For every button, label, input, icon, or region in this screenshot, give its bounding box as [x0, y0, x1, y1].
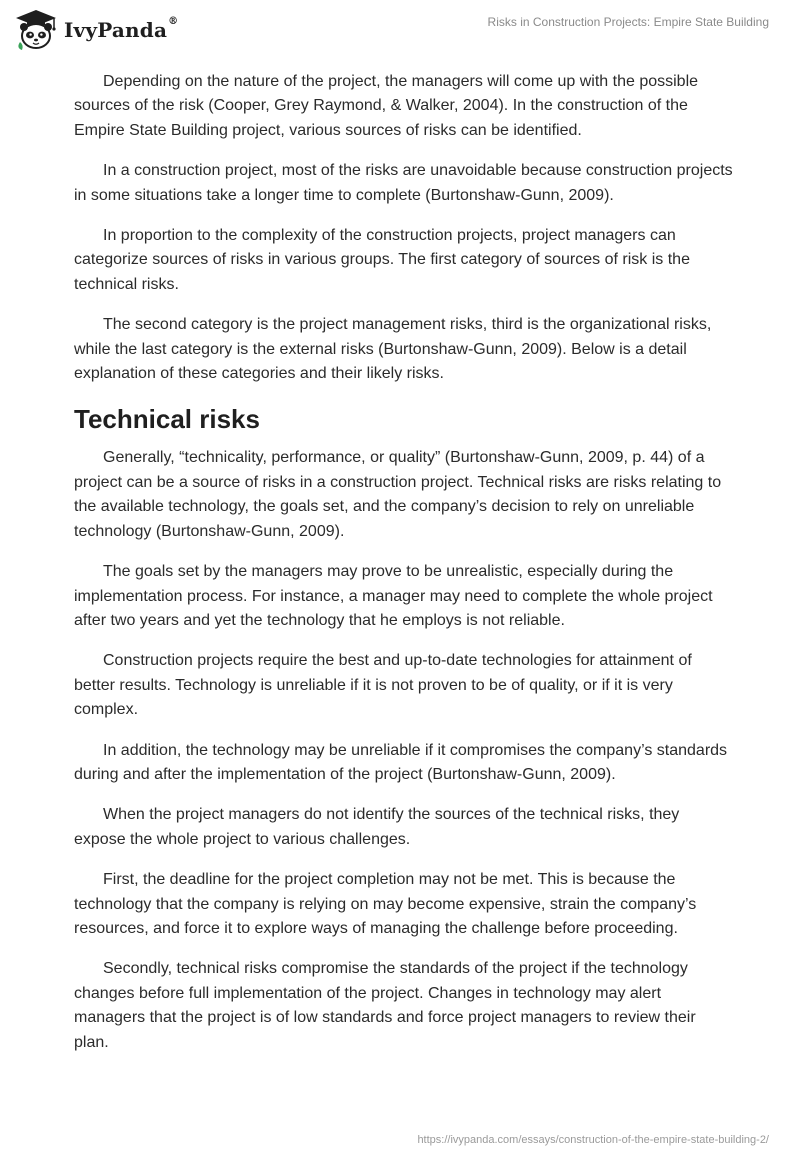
brand-name: IvyPanda®	[64, 16, 179, 42]
paragraph: The second category is the project management risks, third is the organizational risks, while the last category is the external risks (Burtonshaw-Gunn, 2009). Below is a detail explanation of these categories and their likely risks.	[74, 316, 712, 383]
brand-logo[interactable]	[14, 8, 178, 52]
paragraph: In addition, the technology may be unreliable if it compromises the company’s standards during and after the implementation of the project (Burtonshaw-Gunn, 2009).	[74, 741, 728, 783]
source-url[interactable]: https://ivypanda.com/essays/construction-of-the-empire-state-building-2/	[417, 1134, 769, 1146]
paragraph: First, the deadline for the project completion may not be met. This is because the technology that the company is relying on may become expensive, strain the company’s resources, and force it to explore ways of managing the challenge before proceeding.	[74, 871, 697, 937]
section-heading: Technical risks	[74, 404, 260, 435]
page-header	[0, 0, 800, 64]
paragraph: The goals set by the managers may prove to be unrealistic, especially during the implementation process. For instance, a manager may need to complete the whole project after two years and yet the technology that he employs is not reliable.	[74, 563, 713, 629]
paragraph: Secondly, technical risks compromise the standards of the project if the technology changes before full implementation of the project. Changes in technology may alert managers that the project is of low standards and force project managers to review their plan.	[74, 960, 696, 1051]
registered-mark: ®	[168, 16, 179, 27]
paragraph: Generally, “technicality, performance, or quality” (Burtonshaw-Gunn, 2009, p. 44) of a project can be a source of risks in a construction project. Technical risks are risks relating to the available technology, the goals set, and the company’s decision to rely on unreliable technology (Burtonshaw-Gunn, 2009).	[74, 449, 722, 540]
running-title: Risks in Construction Projects: Empire State Building	[487, 15, 769, 29]
article-body	[74, 70, 734, 1071]
paragraph: Construction projects require the best and up-to-date technologies for attainment of better results. Technology is unreliable if it is not proven to be of quality, or if it is very complex.	[74, 652, 692, 719]
paragraph: When the project managers do not identify the sources of the technical risks, they expose the whole project to various challenges.	[74, 806, 680, 848]
panda-graduate-icon	[14, 8, 58, 52]
paragraph: In a construction project, most of the risks are unavoidable because construction projects in some situations take a longer time to complete (Burtonshaw-Gunn, 2009).	[74, 162, 733, 204]
paragraph: Depending on the nature of the project, the managers will come up with the possible sources of the risk (Cooper, Grey Raymond, & Walker, 2004). In the construction of the Empire State Building project, various sources of risks can be identified.	[74, 73, 699, 139]
paragraph: In proportion to the complexity of the construction projects, project managers can categorize sources of risks in various groups. The first category of sources of risk is the technical risks.	[74, 227, 690, 293]
